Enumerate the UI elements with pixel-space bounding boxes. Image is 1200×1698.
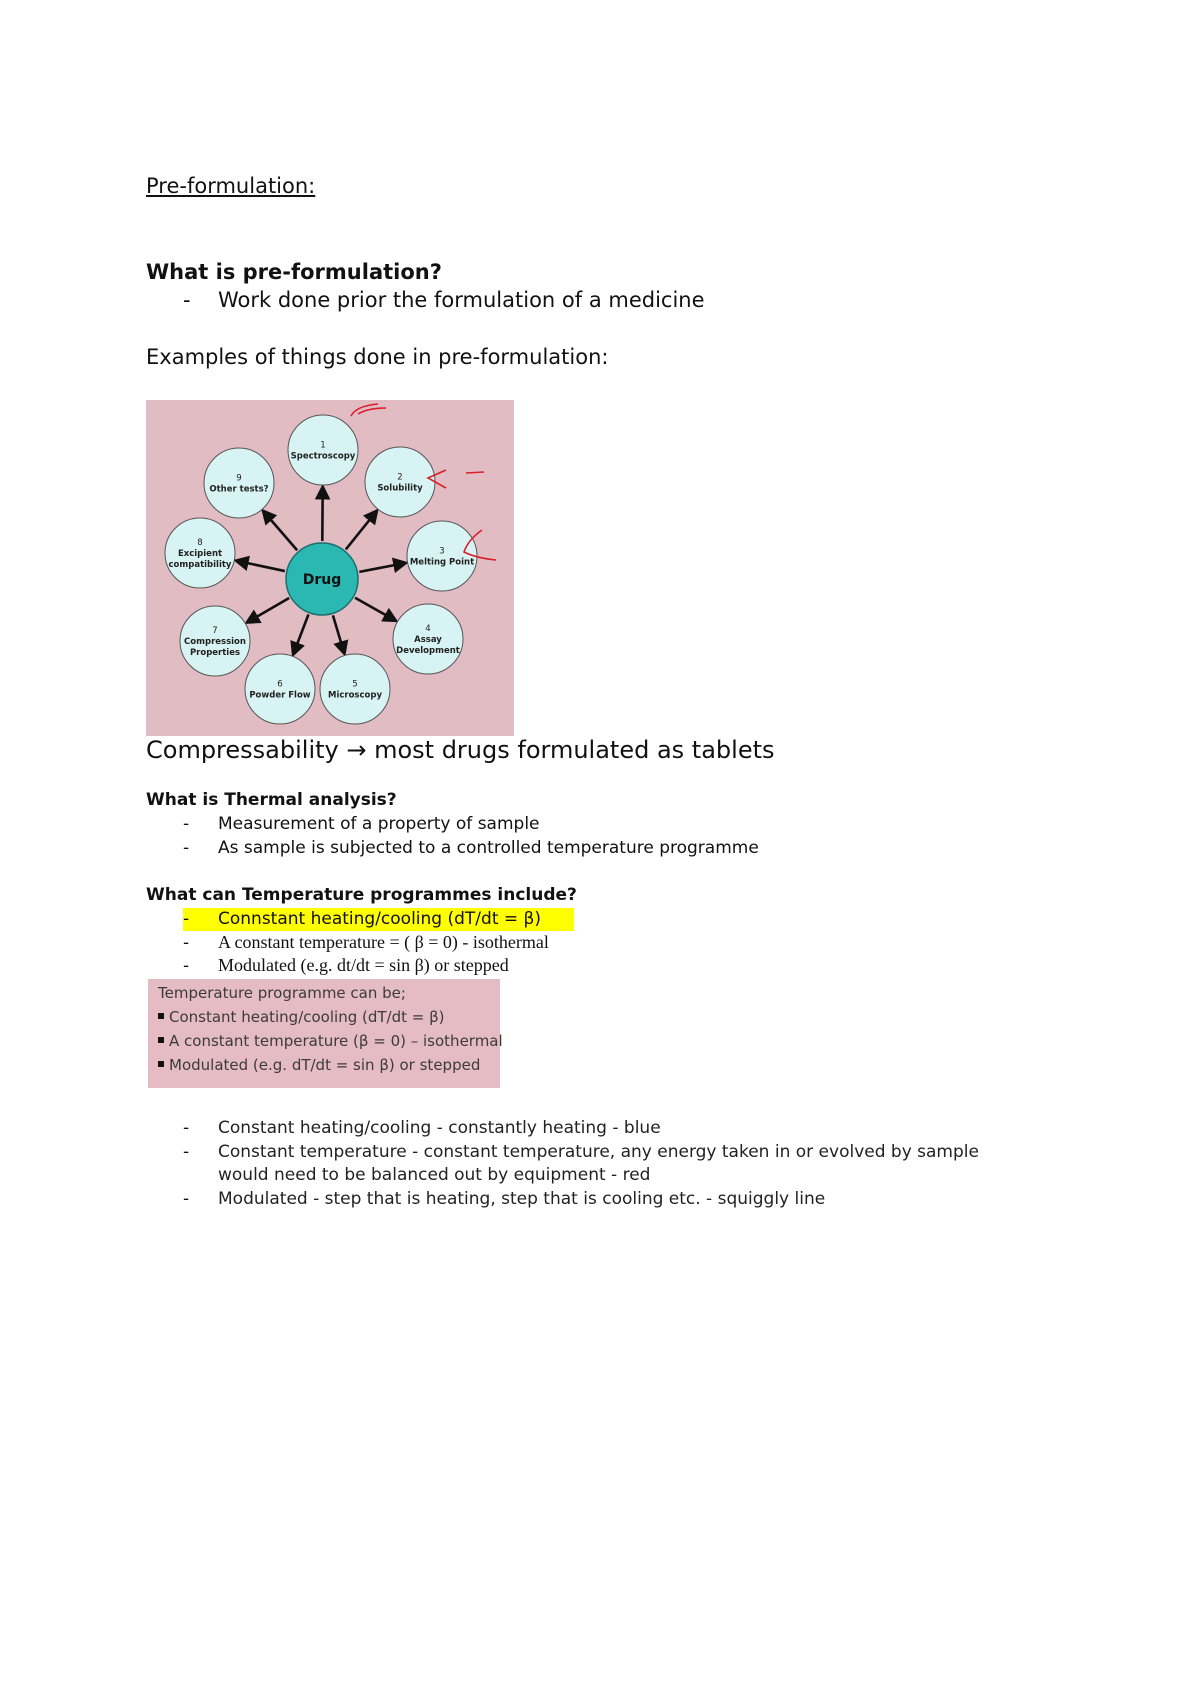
square-bullet-icon (158, 1061, 164, 1067)
slide-item-3: Modulated (e.g. dT/dt = sin β) or stepped (169, 1056, 481, 1074)
node-label: Powder Flow (249, 690, 311, 701)
node-number: 3 (439, 546, 445, 557)
drug-center-label: Drug (302, 572, 342, 588)
node-number: 2 (397, 472, 403, 483)
diagram-node (245, 654, 315, 724)
examples-heading: Examples of things done in pre-formulation: (146, 345, 609, 369)
node-number: 5 (352, 679, 358, 690)
square-bullet-icon (158, 1013, 164, 1019)
node-label: Compression (184, 637, 246, 647)
square-bullet-icon (158, 1037, 164, 1043)
node-label: compatibility (168, 560, 232, 570)
node-number: 1 (320, 440, 326, 451)
programme-bullet-1: Connstant heating/cooling (dT/dt = β) (218, 909, 542, 929)
diagram-node (288, 415, 358, 485)
node-label: Excipient (177, 549, 223, 559)
diagram-node (180, 606, 250, 676)
diagram-node (393, 604, 463, 674)
node-number: 6 (277, 679, 283, 690)
bullet-dash: - (183, 909, 190, 929)
node-label: Development (396, 646, 460, 656)
compressability-note: Compressability → most drugs formulated as tablets (146, 736, 775, 764)
programme-bullet-2: A constant temperature = ( β = 0) - isothermal (218, 932, 549, 952)
thermal-analysis-heading: What is Thermal analysis? (146, 790, 397, 810)
bullet-dash: - (183, 1142, 190, 1162)
diagram-node (407, 521, 477, 591)
bullet-dash: - (183, 814, 190, 834)
pre-formulation-answer: Work done prior the formulation of a medicine (218, 288, 705, 312)
bullet-dash: - (183, 956, 190, 976)
diagram-node (365, 447, 435, 517)
note-2-line-2: would need to be balanced out by equipment - red (218, 1165, 651, 1185)
note-1: Constant heating/cooling - constantly heating - blue (218, 1118, 661, 1138)
pre-formulation-question: What is pre-formulation? (146, 260, 442, 284)
pre-formulation-diagram (146, 400, 514, 736)
note-2-line-1: Constant temperature - constant temperature, any energy taken in or evolved by sample (218, 1142, 979, 1162)
slide-item-2: A constant temperature (β = 0) – isothermal (169, 1032, 503, 1050)
node-label: Spectroscopy (290, 451, 356, 462)
node-label: Properties (189, 648, 241, 658)
temperature-programme-slide (148, 979, 503, 1088)
bullet-dash: - (183, 838, 190, 858)
node-label: Other tests? (209, 484, 269, 495)
bullet-dash: - (183, 933, 190, 953)
thermal-bullet-2: As sample is subjected to a controlled temperature programme (218, 838, 759, 858)
programme-bullet-3: Modulated (e.g. dt/dt = sin β) or stepped (218, 955, 509, 975)
bullet-dash: - (183, 1189, 190, 1209)
thermal-bullet-1: Measurement of a property of sample (218, 814, 540, 834)
node-number: 7 (212, 626, 218, 636)
node-label: Microscopy (327, 690, 383, 701)
programmes-heading: What can Temperature programmes include? (146, 885, 577, 905)
bullet-dash: - (183, 1118, 190, 1138)
note-3: Modulated - step that is heating, step that is cooling etc. - squiggly line (218, 1189, 826, 1209)
node-label: Solubility (377, 483, 423, 494)
page-title: Pre-formulation: (146, 174, 316, 198)
node-number: 4 (425, 624, 431, 634)
bullet-dash: - (183, 288, 191, 312)
diagram-node (204, 448, 274, 518)
node-number: 8 (197, 538, 203, 548)
diagram-node (320, 654, 390, 724)
node-label: Melting Point (409, 557, 475, 568)
slide-title: Temperature programme can be; (158, 984, 406, 1002)
node-number: 9 (236, 473, 242, 484)
diagram-node (165, 518, 235, 588)
slide-item-1: Constant heating/cooling (dT/dt = β) (169, 1008, 445, 1026)
node-label: Assay (414, 635, 442, 645)
